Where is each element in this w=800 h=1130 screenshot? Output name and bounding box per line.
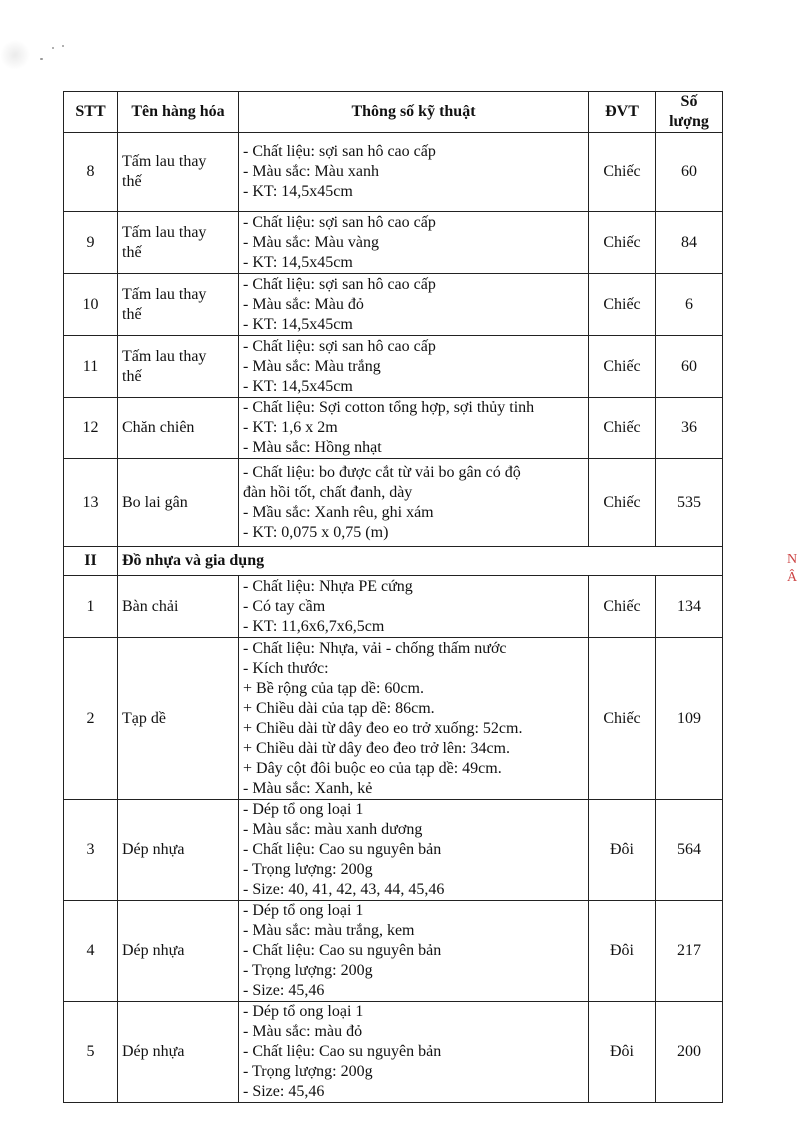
spec-line: - Chất liệu: Nhựa PE cứng [243, 577, 413, 595]
spec-line: - Màu sắc: Màu vàng [243, 233, 379, 251]
spec-line: - Dép tổ ong loại 1 [243, 902, 364, 919]
cell-item-name [118, 576, 239, 638]
stamp-fragment: Â [787, 570, 798, 585]
spec-line: - KT: 1,6 x 2m [243, 419, 338, 436]
scan-speck [52, 47, 54, 49]
item-name-line: thế [122, 243, 142, 261]
cell-quantity: 109 [656, 638, 723, 800]
cell-item-name [118, 459, 239, 547]
column-header-name: Tên hàng hóa [118, 92, 239, 133]
table-row [64, 133, 723, 212]
cell-quantity: 134 [656, 576, 723, 638]
item-name-line: Bo lai gân [122, 493, 188, 511]
column-header-stt: STT [64, 92, 118, 133]
spec-line: - KT: 14,5x45cm [243, 315, 353, 333]
table-row [64, 212, 723, 274]
spec-line: - Màu sắc: màu trắng, kem [243, 922, 415, 939]
spec-line: - Màu sắc: màu xanh dương [243, 821, 423, 838]
spec-line: - Màu sắc: Màu trắng [243, 357, 381, 375]
scan-speck [40, 58, 43, 60]
spec-line: đàn hồi tốt, chất đanh, dày [243, 483, 413, 501]
spec-line: - Màu sắc: màu đỏ [243, 1023, 363, 1040]
cell-unit: Chiếc [589, 133, 656, 212]
cell-unit: Chiếc [589, 212, 656, 274]
spec-line: - Màu sắc: Hồng nhạt [243, 439, 382, 456]
spec-line: - Chất liệu: Cao su nguyên bản [243, 1043, 442, 1060]
table-row [64, 336, 723, 398]
cell-specs [239, 576, 589, 638]
cell-item-name [118, 901, 239, 1002]
cell-unit: Chiếc [589, 398, 656, 459]
spec-line: + Dây cột đôi buộc eo của tạp dề: 49cm. [243, 759, 502, 777]
spec-line: - Trọng lượng: 200g [243, 861, 373, 878]
cell-unit: Đôi [589, 901, 656, 1002]
spec-line: - Chất liệu: sợi san hô cao cấp [243, 275, 436, 293]
cell-item-name [118, 336, 239, 398]
column-header-specs: Thông số kỹ thuật [239, 92, 589, 133]
spec-line: - Size: 45,46 [243, 1083, 325, 1100]
item-name-line: thế [122, 305, 142, 323]
spec-line: + Chiều dài của tạp dề: 86cm. [243, 699, 435, 717]
spec-line: - Trọng lượng: 200g [243, 962, 373, 979]
table-row [64, 459, 723, 547]
item-name-line: Tạp dề [122, 709, 166, 727]
cell-unit: Chiếc [589, 274, 656, 336]
cell-stt: 2 [64, 638, 118, 800]
item-name-line: Tấm lau thay [122, 153, 207, 170]
cell-item-name [118, 212, 239, 274]
cell-item-name [118, 1002, 239, 1103]
item-name-line: Dép nhựa [122, 1043, 185, 1060]
cell-stt: 4 [64, 901, 118, 1002]
cell-unit: Đôi [589, 800, 656, 901]
spec-line: - KT: 14,5x45cm [243, 253, 353, 271]
section-title: Đồ nhựa và gia dụng [118, 547, 723, 576]
item-name-line: Bàn chải [122, 597, 179, 615]
item-name-line: Chăn chiên [122, 419, 195, 436]
table-row [64, 398, 723, 459]
cell-stt: 11 [64, 336, 118, 398]
spec-line: - Màu sắc: Màu xanh [243, 163, 379, 180]
cell-quantity: 84 [656, 212, 723, 274]
cell-quantity: 217 [656, 901, 723, 1002]
item-name-line: Tấm lau thay [122, 285, 207, 303]
cell-unit: Chiếc [589, 336, 656, 398]
spec-line: - Màu sắc: Màu đỏ [243, 295, 364, 313]
cell-unit: Chiếc [589, 576, 656, 638]
spec-line: - Màu sắc: Xanh, kẻ [243, 779, 373, 797]
cell-item-name [118, 398, 239, 459]
stamp-fragment: N [787, 552, 798, 567]
spec-line: + Bề rộng của tạp dề: 60cm. [243, 679, 424, 697]
spec-line: - Dép tổ ong loại 1 [243, 801, 364, 818]
item-name-line: Dép nhựa [122, 942, 185, 959]
column-header-qty: Số lượng [656, 92, 723, 133]
spec-line: - Chất liệu: sợi san hô cao cấp [243, 213, 436, 231]
cell-quantity: 564 [656, 800, 723, 901]
cell-specs [239, 133, 589, 212]
spec-line: - KT: 11,6x6,7x6,5cm [243, 617, 385, 635]
cell-specs [239, 212, 589, 274]
table-row [64, 576, 723, 638]
spec-line: + Chiều dài từ dây đeo đeo trở lên: 34cm. [243, 739, 510, 757]
scan-noise [0, 40, 30, 70]
cell-quantity: 60 [656, 336, 723, 398]
spec-line: - Kích thước: [243, 659, 329, 677]
cell-specs [239, 638, 589, 800]
spec-line: - Chất liệu: Nhựa, vải - chống thấm nước [243, 639, 507, 657]
spec-line: - KT: 14,5x45cm [243, 377, 353, 395]
item-name-line: thế [122, 173, 142, 190]
spec-line: - Chất liệu: Cao su nguyên bản [243, 841, 442, 858]
table-header-row [64, 92, 723, 133]
table-row [64, 1002, 723, 1103]
spec-line: - Size: 40, 41, 42, 43, 44, 45,46 [243, 881, 445, 898]
spec-line: - Size: 45,46 [243, 982, 325, 999]
cell-item-name [118, 133, 239, 212]
cell-stt: 5 [64, 1002, 118, 1103]
goods-table [63, 91, 723, 1103]
spec-line: - Chất liệu: sợi san hô cao cấp [243, 143, 436, 160]
spec-line: - Chất liệu: sợi san hô cao cấp [243, 337, 436, 355]
spec-line: - Dép tổ ong loại 1 [243, 1003, 364, 1020]
table-row [64, 901, 723, 1002]
document-page [63, 91, 723, 1103]
table-row [64, 274, 723, 336]
item-name-line: Dép nhựa [122, 841, 185, 858]
cell-item-name [118, 800, 239, 901]
cell-specs [239, 459, 589, 547]
cell-quantity: 36 [656, 398, 723, 459]
cell-stt: 1 [64, 576, 118, 638]
cell-quantity: 200 [656, 1002, 723, 1103]
cell-specs [239, 901, 589, 1002]
spec-line: - Trọng lượng: 200g [243, 1063, 373, 1080]
item-name-line: Tấm lau thay [122, 223, 207, 241]
spec-line: - Chất liệu: Sợi cotton tổng hợp, sợi thủy tinh [243, 399, 535, 416]
section-row [64, 547, 723, 576]
spec-line: + Chiều dài từ dây đeo eo trở xuống: 52cm. [243, 719, 523, 737]
item-name-line: thế [122, 367, 142, 385]
cell-unit: Đôi [589, 1002, 656, 1103]
cell-stt: 9 [64, 212, 118, 274]
spec-line: - Chất liệu: Cao su nguyên bản [243, 942, 442, 959]
column-header-unit: ĐVT [589, 92, 656, 133]
cell-stt: 3 [64, 800, 118, 901]
cell-specs [239, 398, 589, 459]
spec-line: - KT: 0,075 x 0,75 (m) [243, 523, 389, 541]
cell-quantity: 60 [656, 133, 723, 212]
table-row [64, 800, 723, 901]
spec-line: - Chất liệu: bo được cắt từ vải bo gân có độ [243, 463, 521, 481]
cell-stt: 13 [64, 459, 118, 547]
scan-speck [62, 45, 64, 47]
cell-item-name [118, 274, 239, 336]
cell-specs [239, 1002, 589, 1103]
spec-line: - Có tay cầm [243, 597, 326, 615]
section-number: II [64, 547, 118, 576]
cell-specs [239, 336, 589, 398]
spec-line: - Mầu sắc: Xanh rêu, ghi xám [243, 503, 434, 521]
cell-quantity: 535 [656, 459, 723, 547]
table-row [64, 638, 723, 800]
cell-specs [239, 800, 589, 901]
cell-stt: 8 [64, 133, 118, 212]
cell-item-name [118, 638, 239, 800]
spec-line: - KT: 14,5x45cm [243, 183, 353, 200]
cell-stt: 12 [64, 398, 118, 459]
cell-unit: Chiếc [589, 638, 656, 800]
cell-quantity: 6 [656, 274, 723, 336]
cell-stt: 10 [64, 274, 118, 336]
item-name-line: Tấm lau thay [122, 347, 207, 365]
cell-specs [239, 274, 589, 336]
cell-unit: Chiếc [589, 459, 656, 547]
